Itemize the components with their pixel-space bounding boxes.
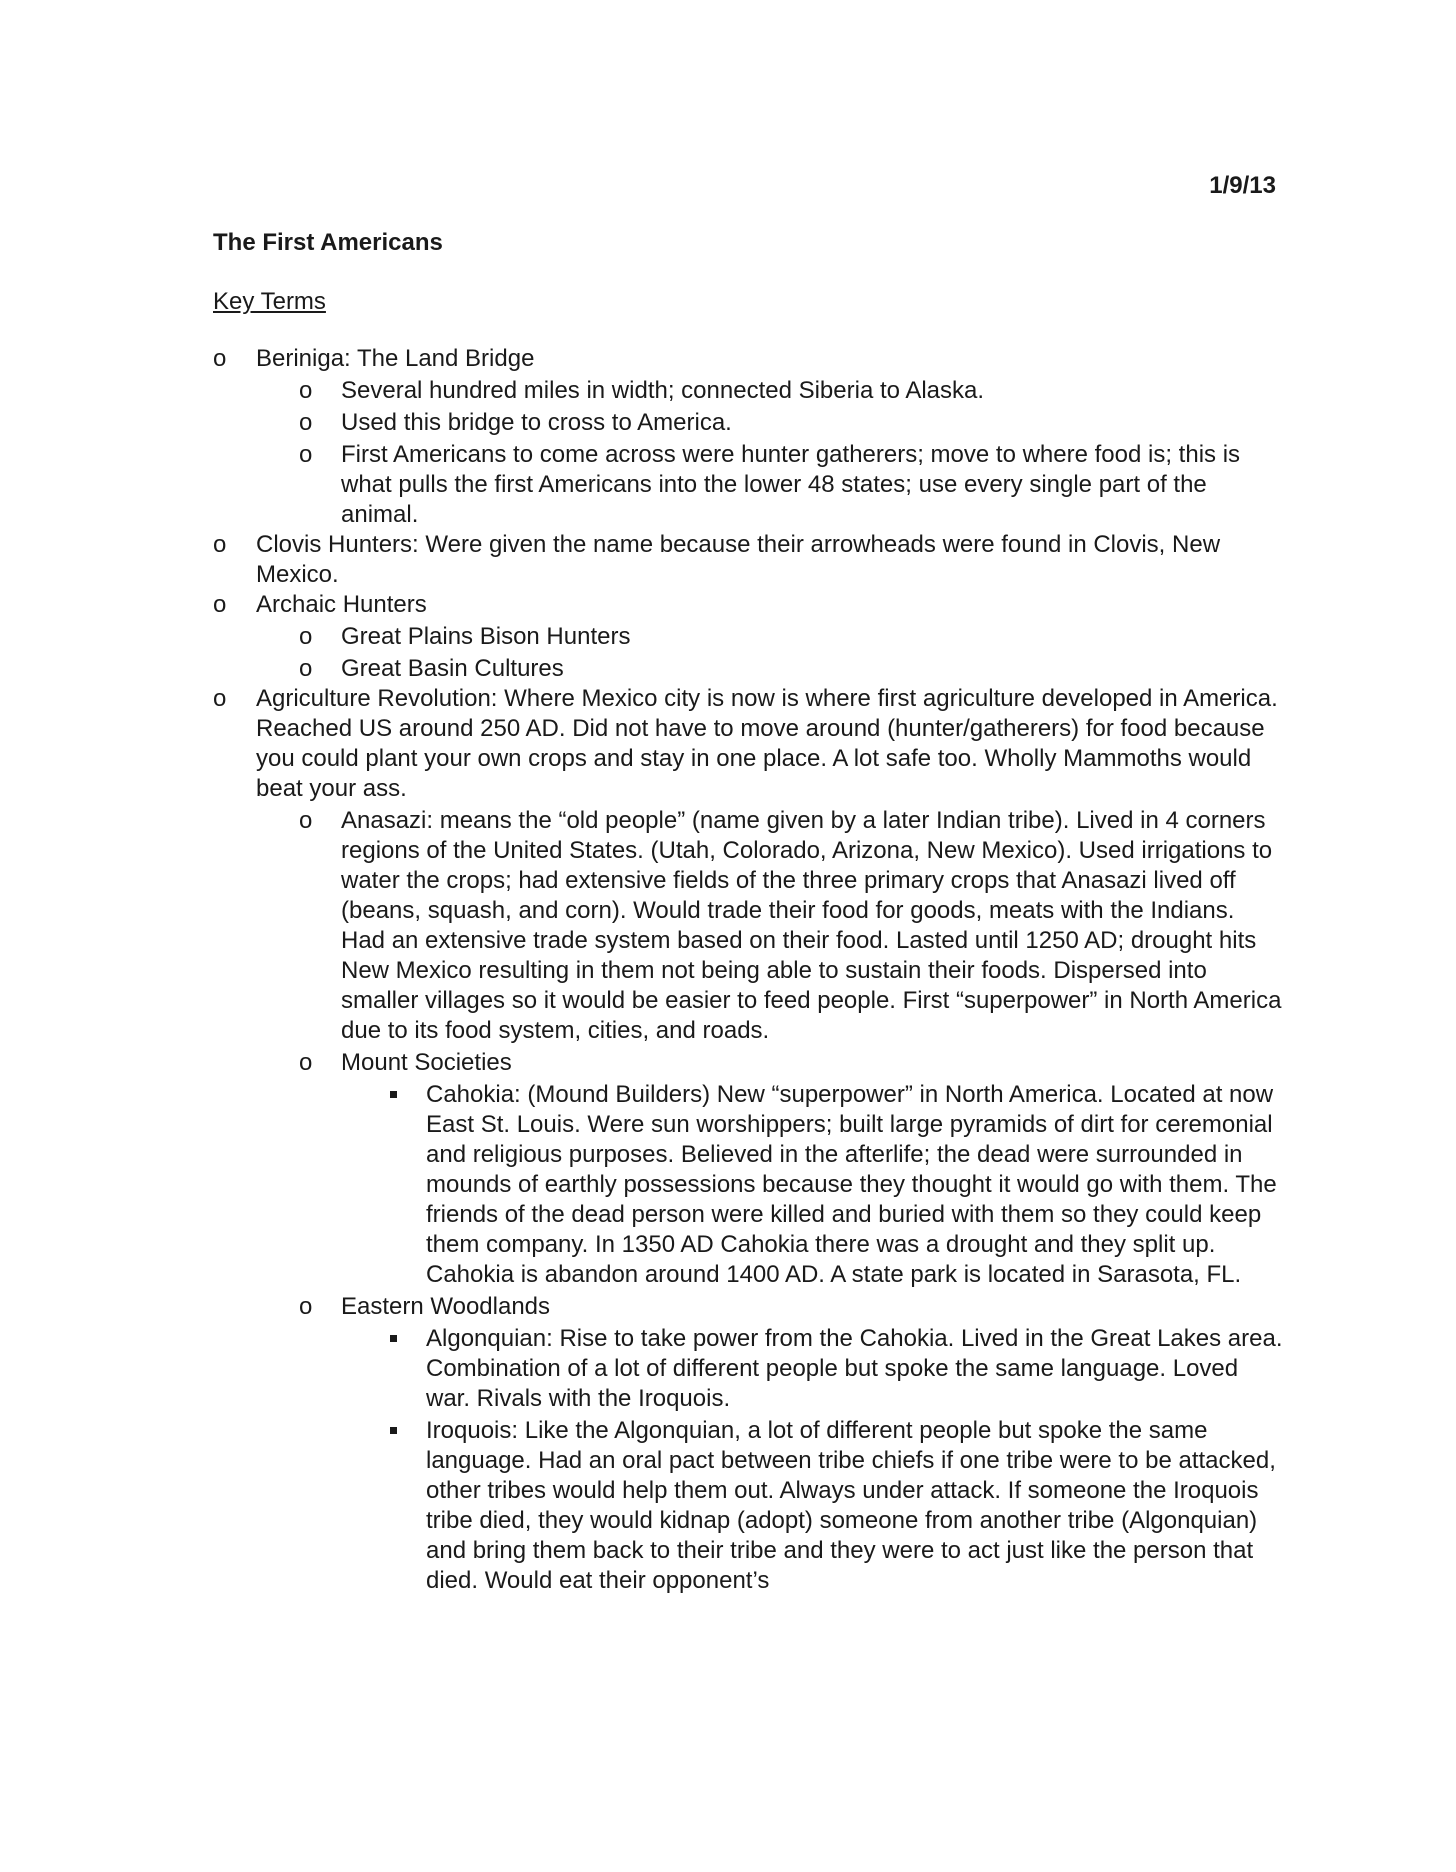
list-item: o Mount Societies Cahokia: (Mound Builders) New “superpower” in North America. Located at now East St. Louis. Were sun worshippers; built large pyramids of dirt for ceremonial and religious purposes. Believed in the afterlife; the dead were surrounded in mounds of earthly possessions because they thought it would go with them. The friends of the dead person were killed and buried with them so they could keep them company. In 1350 AD Cahokia there was a drought and they split up. Cahokia is abandon around 1400 AD. A state park is located in Sarasota, FL.	[299, 1048, 1283, 1290]
list-item: o Eastern Woodlands Algonquian: Rise to take power from the Cahokia. Lived in the Great Lakes area. Combination of a lot of different people but spoke the same language. Loved war. Rivals with the Iroquois. Iroquois: Like the Algonquian, a lot of different people but spoke the same language. Had an oral pact between tribe chiefs if one tribe were to be attacked, other tribes would help them out. Always under attack. If someone the Iroquois tribe died, they would kidnap (adopt) someone from another tribe (Algonquian) and bring them back to their tribe and they were to act just like the person that died. Would eat their opponent’s	[299, 1293, 1283, 1594]
circle-bullet-icon: o	[299, 1049, 313, 1076]
circle-bullet-icon: o	[299, 807, 313, 834]
outline-level-3	[384, 1324, 1283, 1596]
circle-bullet-icon: o	[299, 377, 313, 404]
circle-bullet-icon: o	[299, 409, 313, 436]
list-item: o Archaic Hunters o Great Plains Bison Hunters o Great Basin Cultures	[213, 590, 1283, 684]
circle-bullet-icon: o	[213, 531, 227, 558]
list-item: o First Americans to come across were hunter gatherers; move to where food is; this is what pulls the first Americans into the lower 48 states; use every single part of the animal.	[299, 441, 1241, 528]
section-heading: Key Terms	[213, 288, 326, 315]
circle-bullet-icon: o	[299, 623, 313, 650]
list-item: o Several hundred miles in width; connected Siberia to Alaska.	[299, 377, 985, 404]
date: 1/9/13	[1209, 172, 1276, 199]
circle-bullet-icon: o	[213, 345, 227, 372]
list-item: o Beriniga: The Land Bridge o Several hundred miles in width; connected Siberia to Alaska. o Used this bridge to cross to America. o First Americans to come across were hunter gatherers; move to where food is; this is what pulls the first Americans into the lower 48 states; use every single part of the animal.	[213, 344, 1283, 530]
circle-bullet-icon: o	[299, 655, 313, 682]
list-item: o Used this bridge to cross to America.	[299, 409, 732, 436]
list-item: o Clovis Hunters: Were given the name because their arrowheads were found in Clovis, New Mexico.	[213, 531, 1221, 588]
list-item: o Agriculture Revolution: Where Mexico city is now is where first agriculture developed in America. Reached US around 250 AD. Did not have to move around (hunter/gatherers) for food because you could plant your own crops and stay in one place. A lot safe too. Wholly Mammoths would beat your ass. o Anasazi: means the “old people” (name given by a later Indian tribe). Lived in 4 corners regions of the United States. (Utah, Colorado, Arizona, New Mexico). Used irrigations to water the crops; had extensive fields of the three primary crops that Anasazi lived off (beans, squash, and corn). Would trade their food for goods, meats with the Indians. Had an extensive trade system based on their food. Lasted until 1250 AD; drought hits New Mexico resulting in them not being able to sustain their foods. Dispersed into smaller villages so it would be easier to feed people. First “superpower” in North America due to its food system, cities, and roads. o Mount Societies Cahokia: (Mound Builders) New “superpower” in North America. Located at now East St. Louis. Were sun worshippers; built large pyramids of dirt for ceremonial and religious purposes. Believed in the afterlife; the dead were surrounded in mounds of earthly possessions because they thought it would go with them. The friends of the dead person were killed and buried with them so they could keep them company. In 1350 AD Cahokia there was a drought and they split up. Cahokia is abandon around 1400 AD. A state park is located in Sarasota, FL. o Eastern Woodlands Algonquian: Rise to take power from the Cahokia. Lived in the Great Lakes area. Combination of a lot of different people but spoke the same language. Loved war. Rivals with the Iroquois. Iroquois: Like the Algonquian, a lot of different people but spoke the same language. Had an oral pact between tribe chiefs if one tribe were to be attacked, other tribes would help them out. Always under attack. If someone the Iroquois tribe died, they would kidnap (adopt) someone from another tribe (Algonquian) and bring them back to their tribe and they were to act just like the person that died. Would eat their opponent’s	[213, 685, 1283, 1594]
circle-bullet-icon: o	[299, 441, 313, 468]
circle-bullet-icon: o	[299, 1293, 313, 1320]
list-item: o Great Basin Cultures	[299, 655, 564, 682]
list-item: Iroquois: Like the Algonquian, a lot of different people but spoke the same language. Had an oral pact between tribe chiefs if one tribe were to be attacked, other tribes would help them out. Always under attack. If someone the Iroquois tribe died, they would kidnap (adopt) someone from another tribe (Algonquian) and bring them back to their tribe and they were to act just like the person that died. Would eat their opponent’s	[384, 1416, 1283, 1596]
list-item: o Great Plains Bison Hunters	[299, 623, 631, 650]
circle-bullet-icon: o	[213, 591, 227, 618]
document-title: The First Americans	[213, 229, 443, 256]
outline-level-2	[299, 622, 1283, 684]
square-bullet-icon	[390, 1335, 397, 1342]
outline-level-2	[299, 806, 1283, 1596]
square-bullet-icon	[390, 1091, 397, 1098]
outline-level-1	[213, 344, 1283, 1596]
square-bullet-icon	[390, 1427, 397, 1434]
outline-level-3	[384, 1080, 1283, 1290]
outline	[213, 344, 1283, 1596]
list-item: Algonquian: Rise to take power from the Cahokia. Lived in the Great Lakes area. Combination of a lot of different people but spoke the same language. Loved war. Rivals with the Iroquois.	[384, 1324, 1283, 1414]
list-item: o Anasazi: means the “old people” (name given by a later Indian tribe). Lived in 4 corners regions of the United States. (Utah, Colorado, Arizona, New Mexico). Used irrigations to water the crops; had extensive fields of the three primary crops that Anasazi lived off (beans, squash, and corn). Would trade their food for goods, meats with the Indians. Had an extensive trade system based on their food. Lasted until 1250 AD; drought hits New Mexico resulting in them not being able to sustain their foods. Dispersed into smaller villages so it would be easier to feed people. First “superpower” in North America due to its food system, cities, and roads.	[299, 807, 1282, 1044]
list-item: Cahokia: (Mound Builders) New “superpower” in North America. Located at now East St. Louis. Were sun worshippers; built large pyramids of dirt for ceremonial and religious purposes. Believed in the afterlife; the dead were surrounded in mounds of earthly possessions because they thought it would go with them. The friends of the dead person were killed and buried with them so they could keep them company. In 1350 AD Cahokia there was a drought and they split up. Cahokia is abandon around 1400 AD. A state park is located in Sarasota, FL.	[384, 1080, 1283, 1290]
outline-level-2	[299, 376, 1283, 530]
circle-bullet-icon: o	[213, 685, 227, 712]
